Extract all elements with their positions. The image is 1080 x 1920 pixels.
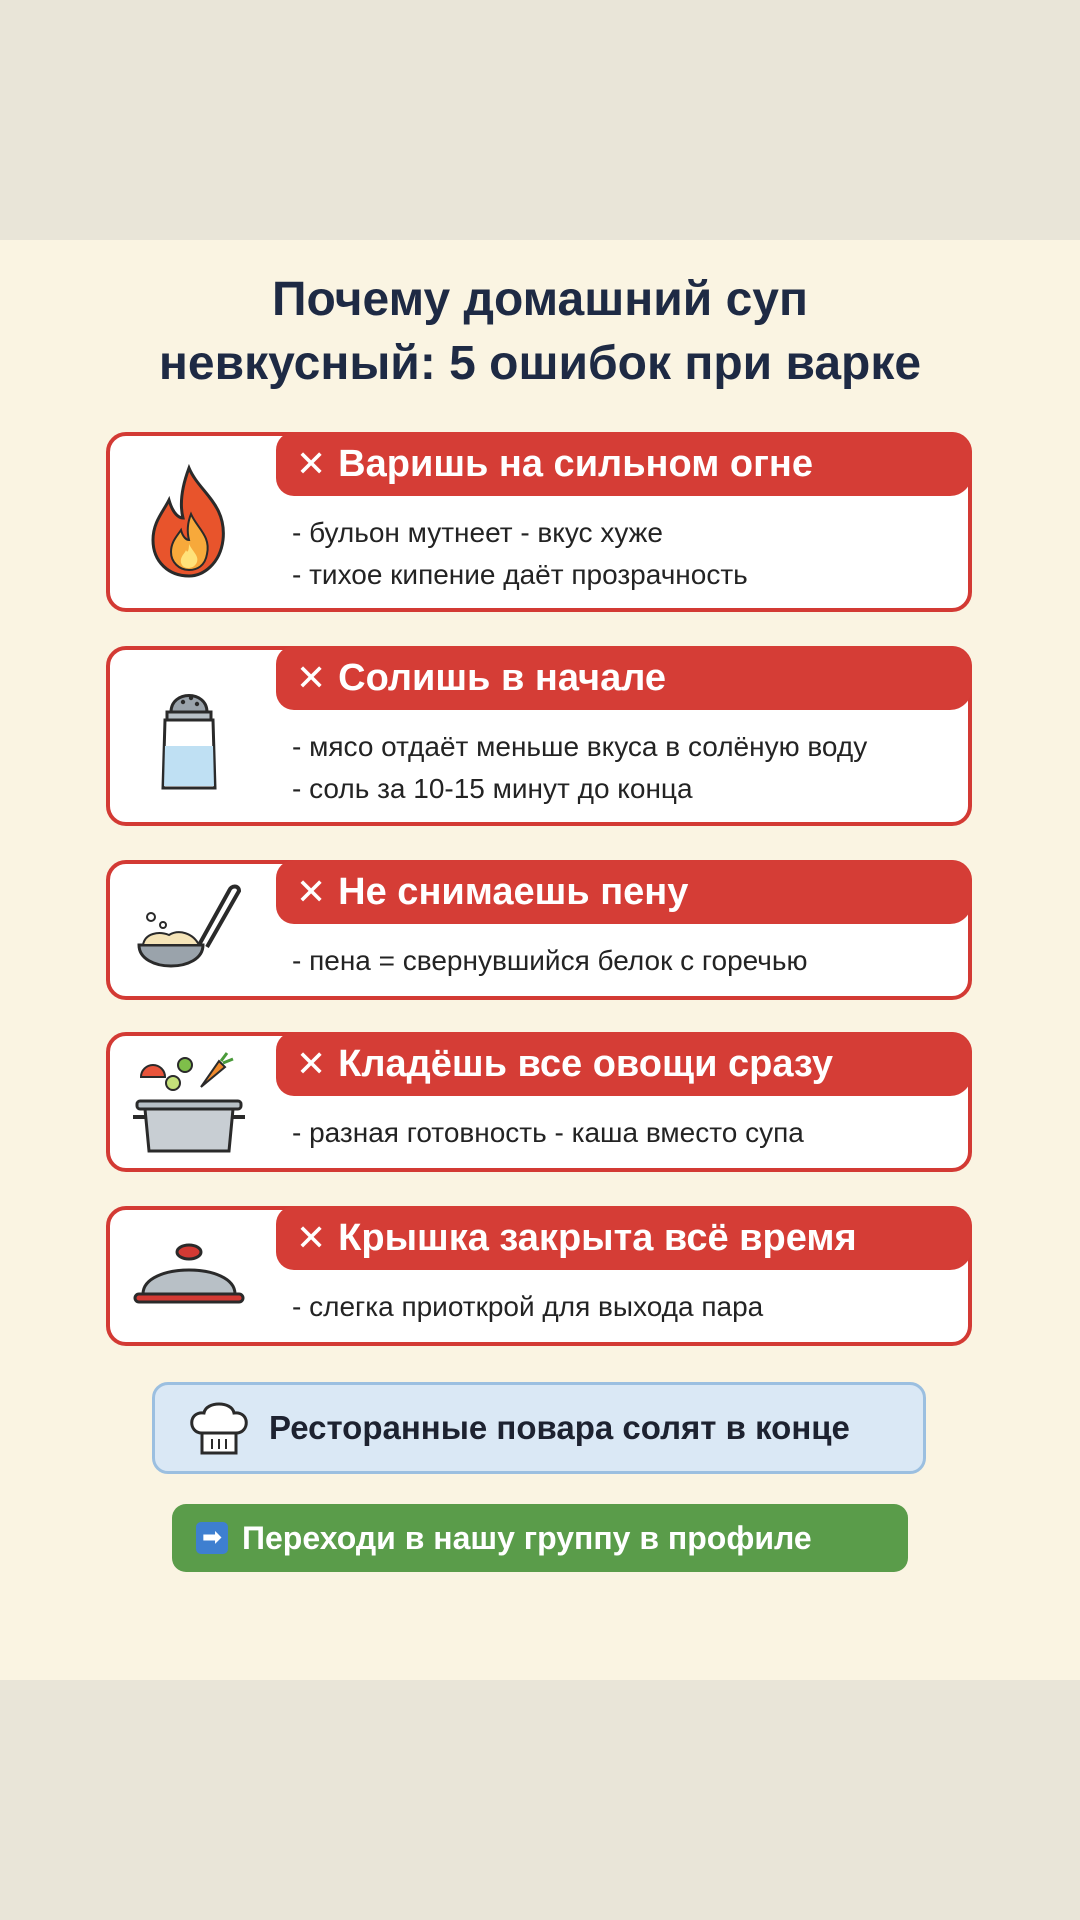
- fire-icon: [124, 436, 254, 608]
- card-details: [292, 512, 958, 596]
- arrow-right-icon: ➡: [196, 1522, 228, 1554]
- card-detail-line: - пена = свернувшийся белок с горечью: [292, 945, 808, 976]
- card-heading: [276, 1206, 972, 1270]
- card-detail-line: - мясо отдаёт меньше вкуса в солёную воду: [292, 731, 868, 762]
- pot-vegetables-icon: [124, 1036, 254, 1168]
- card-detail-line: - разная готовность - каша вместо супа: [292, 1117, 804, 1148]
- cross-icon: ✕: [296, 1217, 327, 1258]
- card-heading-text: Солишь в начале: [338, 657, 666, 699]
- card-heading-text: Не снимаешь пену: [338, 871, 689, 913]
- card-heading: [276, 432, 972, 496]
- page-title: [60, 268, 1020, 396]
- cross-icon: ✕: [296, 443, 327, 484]
- card-detail-line: - слегка приоткрой для выхода пара: [292, 1291, 764, 1322]
- ladle-foam-icon: [124, 864, 254, 996]
- mistake-card-high-heat: [106, 432, 972, 612]
- card-detail-line: - соль за 10-15 минут до конца: [292, 773, 693, 804]
- profile-group-label: Переходи в нашу группу в профиле: [242, 1519, 812, 1556]
- card-details: [292, 1112, 958, 1154]
- card-heading-text: Кладёшь все овощи сразу: [338, 1043, 834, 1085]
- card-heading-text: Крышка закрыта всё время: [338, 1217, 857, 1259]
- card-details: [292, 1286, 958, 1328]
- card-details: [292, 940, 958, 982]
- card-details: [292, 726, 958, 810]
- title-line-1: Почему домашний суп: [272, 273, 808, 326]
- mistake-card-vegetables: [106, 1032, 972, 1172]
- chef-tip-box: [152, 1382, 926, 1474]
- card-heading: [276, 860, 972, 924]
- card-heading: [276, 646, 972, 710]
- pot-lid-icon: [124, 1210, 254, 1342]
- profile-group-button[interactable]: [172, 1504, 908, 1572]
- card-detail-line: - бульон мутнеет - вкус хуже: [292, 517, 663, 548]
- mistake-card-foam: [106, 860, 972, 1000]
- card-heading: [276, 1032, 972, 1096]
- card-detail-line: - тихое кипение даёт прозрачность: [292, 559, 748, 590]
- title-line-2: невкусный: 5 ошибок при варке: [158, 337, 922, 390]
- top-band: [0, 0, 1080, 240]
- mistake-card-salting: [106, 646, 972, 826]
- chef-hat-icon: [179, 1393, 259, 1463]
- card-heading-text: Варишь на сильном огне: [338, 443, 814, 485]
- chef-tip-text: Ресторанные повара солят в конце: [269, 1409, 850, 1446]
- salt-shaker-icon: [124, 650, 254, 822]
- mistake-card-lid: [106, 1206, 972, 1346]
- cross-icon: ✕: [296, 871, 327, 912]
- bottom-band: [0, 1680, 1080, 1920]
- cross-icon: ✕: [296, 657, 327, 698]
- cross-icon: ✕: [296, 1043, 327, 1084]
